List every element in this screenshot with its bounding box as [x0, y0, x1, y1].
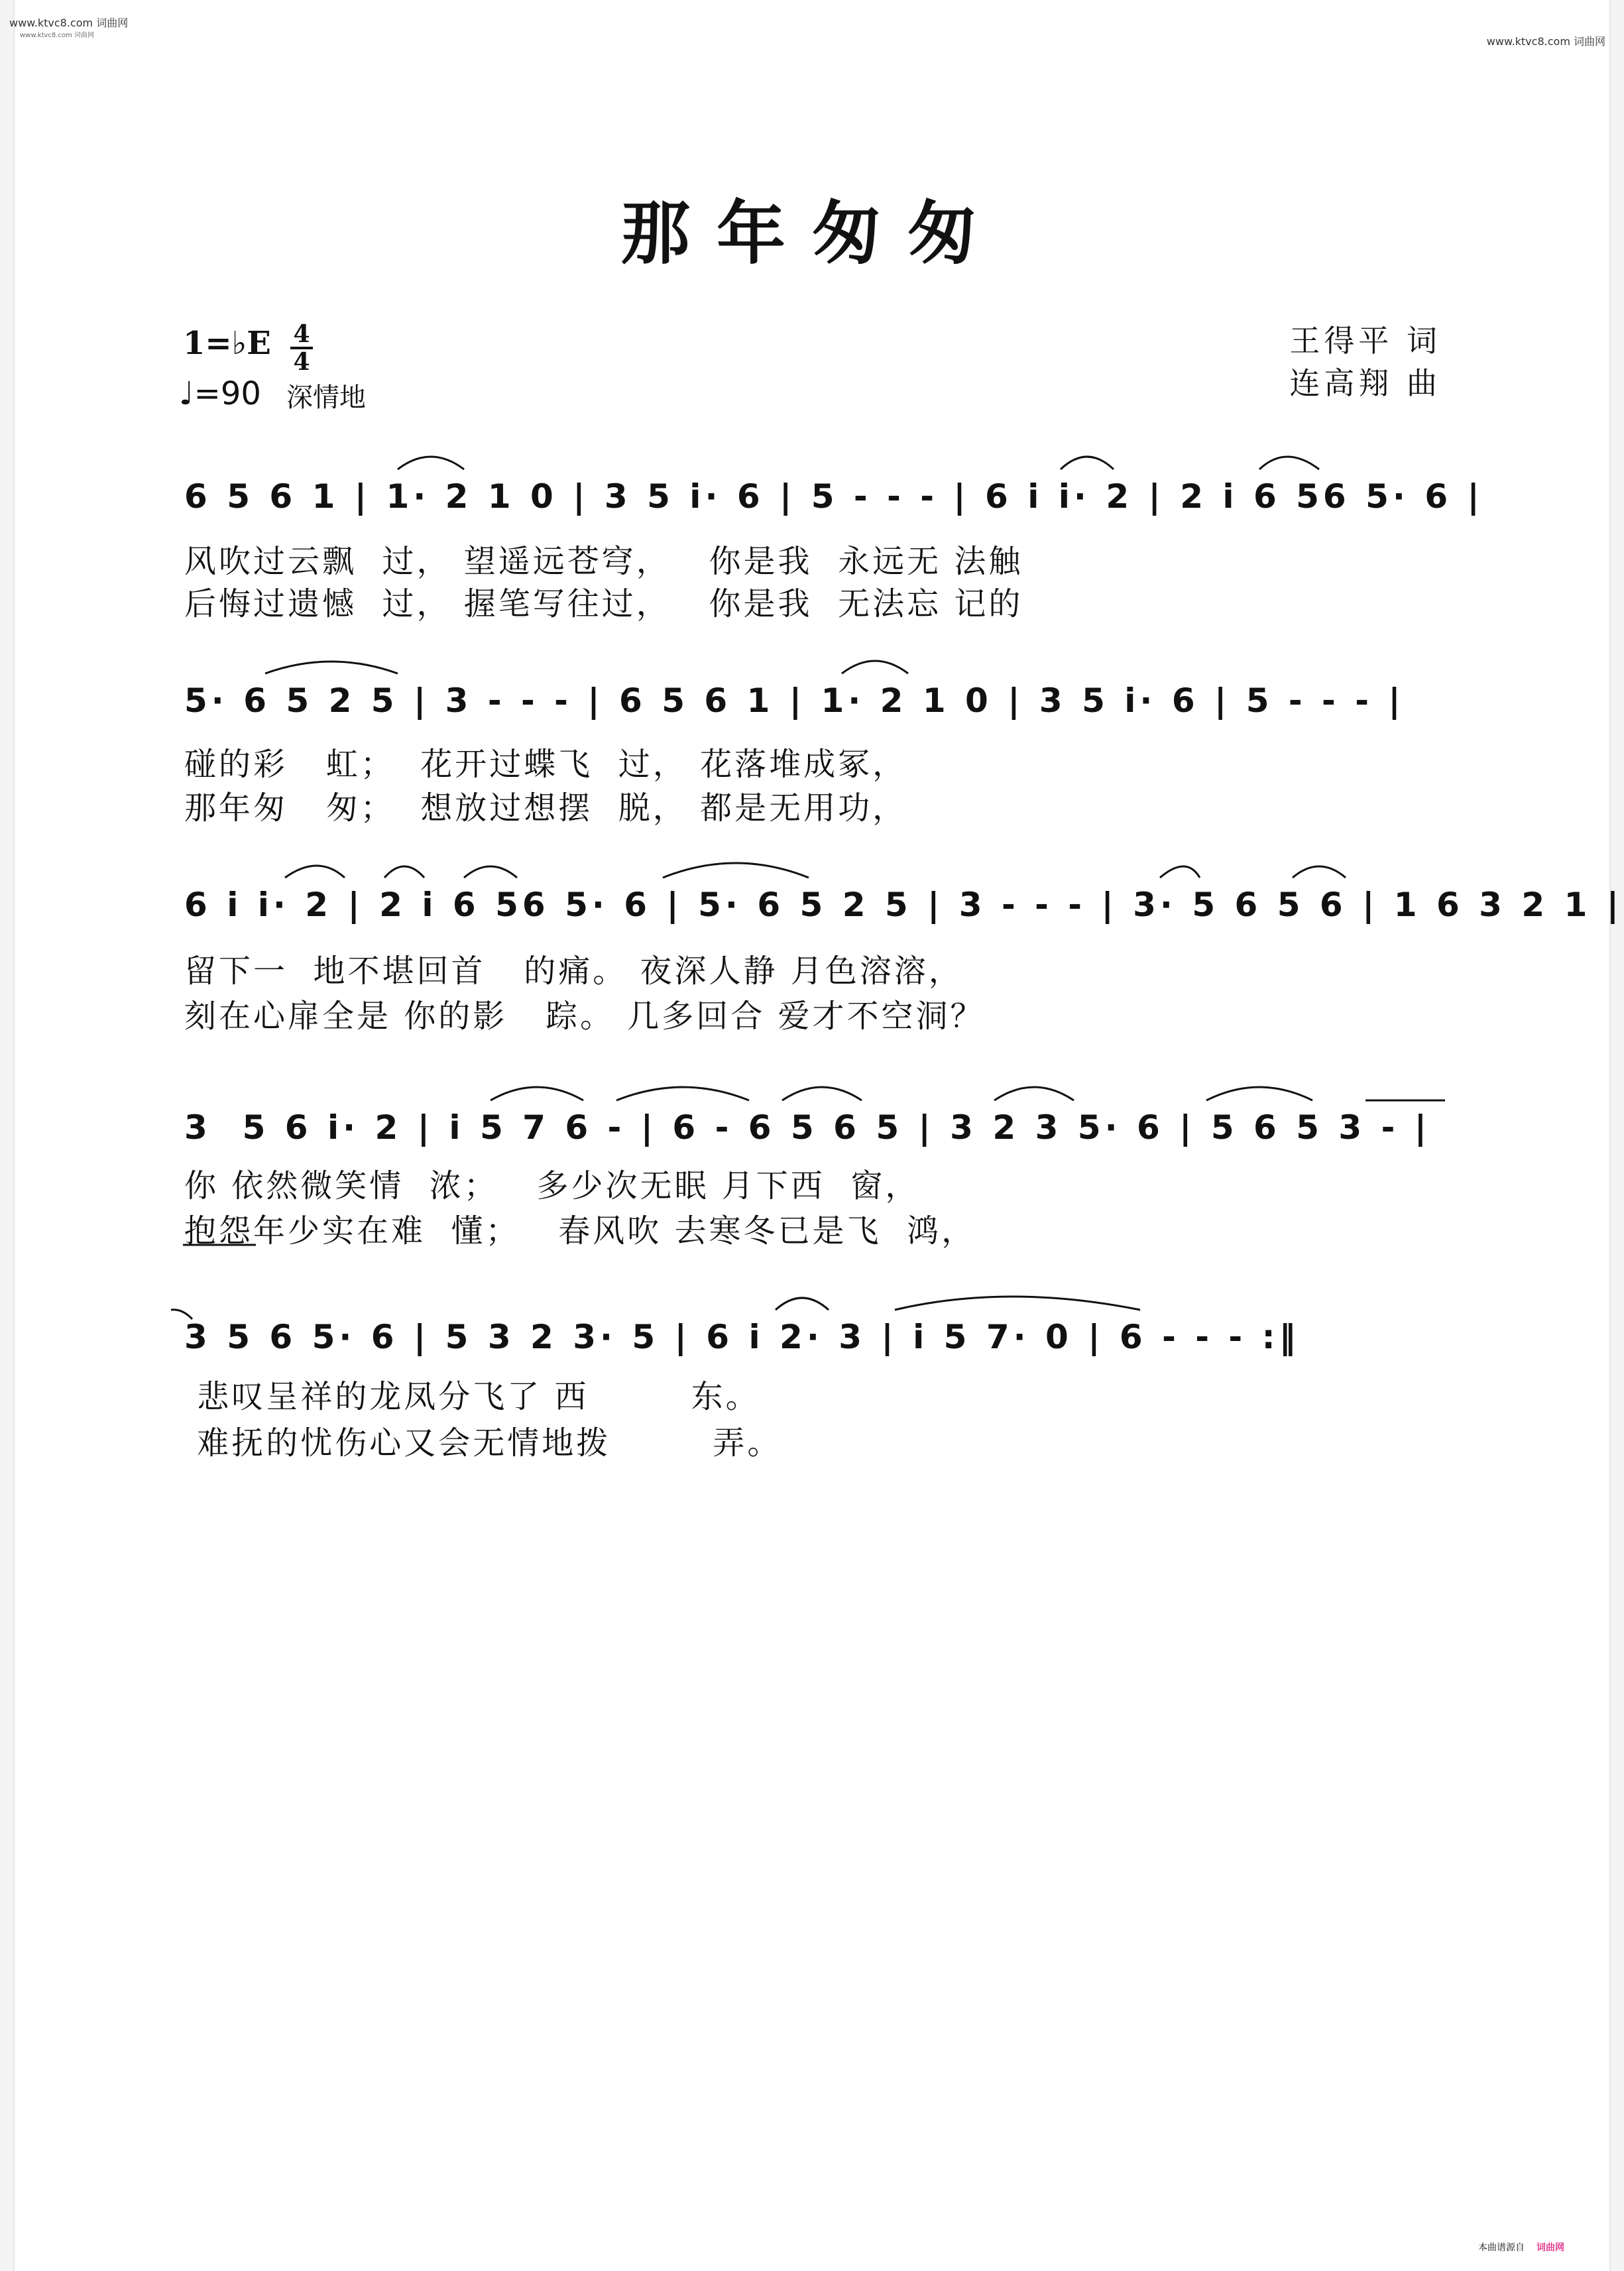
lyric-line-1-verse-2: 后悔过遗憾 过， 握笔写往过， 你是我 无法忘 记的 — [184, 585, 1023, 622]
lyric-line-2-verse-1: 碰的彩 虹； 花开过蝶飞 过， 花落堆成冢， — [184, 746, 907, 783]
slur-3 — [1259, 457, 1319, 469]
slur-5 — [842, 661, 908, 673]
notation-line-4: 3 5 6 i· 2 | i 5 7 6 - | 6 - 6 5 6 5 | 3 2 3 5· 6 | 5 6 5 3 - | — [184, 1108, 1431, 1147]
watermark-top-right: www.ktvc8.com 词曲网 — [1486, 35, 1605, 48]
notation-line-3: 6 i i· 2 | 2 i 6 56 5· 6 | 5· 6 5 2 5 | 3 - - - | 3· 5 6 5 6 | 1 6 3 2 1 | — [184, 886, 1623, 924]
lyric-line-3-verse-1: 留下一 地不堪回首 的痛。 夜深人静 月色溶溶， — [184, 953, 963, 990]
lyric-line-2-verse-2: 那年匆 匆； 想放过想摆 脱， 都是无用功， — [184, 789, 907, 827]
slur-11 — [1293, 866, 1346, 878]
slur-1 — [398, 457, 464, 469]
slur-13 — [616, 1087, 749, 1100]
lyric-line-5-verse-2: 难抚的忧伤心又会无情地拨 弄。 — [184, 1425, 782, 1462]
slur-6 — [285, 866, 345, 878]
slur-10 — [1160, 866, 1200, 878]
slur-16 — [1206, 1087, 1312, 1100]
slur-2 — [1061, 457, 1114, 469]
song-title: 那年匆匆 — [620, 192, 1003, 274]
footer-source: 本曲谱源自 — [1478, 2242, 1525, 2253]
notation-line-5: 3 5 6 5· 6 | 5 3 2 3· 5 | 6 i 2· 3 | i 5 7· 0 | 6 - - - :‖ — [184, 1318, 1300, 1356]
time-signature-bottom: 4 — [293, 348, 310, 376]
slur-7 — [384, 866, 424, 878]
slur-9 — [663, 863, 809, 878]
watermark-top-left: www.ktvc8.com 词曲网 — [9, 17, 129, 29]
slur-8 — [464, 866, 517, 878]
slur-18 — [171, 1310, 192, 1319]
slur-4 — [265, 662, 398, 673]
time-signature-top: 4 — [293, 320, 310, 348]
key-signature: 1=♭E — [183, 325, 271, 362]
watermark-top-left-small: www.ktvc8.com 词曲网 — [20, 32, 95, 39]
lyric-line-5-verse-1: 悲叹呈祥的龙凤分飞了 西 东。 — [184, 1378, 760, 1415]
lyricist-credit: 王得平 词 — [1289, 323, 1441, 359]
footer-brand: 词曲网 — [1537, 2242, 1564, 2253]
slur-14 — [782, 1087, 862, 1100]
slur-19 — [776, 1298, 829, 1310]
expression-marking: 深情地 — [286, 382, 366, 413]
slur-15 — [994, 1087, 1074, 1100]
lyric-line-4-verse-2: 抱怨年少实在难 懂； 春风吹 去寒冬已是飞 鸿， — [184, 1212, 976, 1250]
lyric-line-1-verse-1: 风吹过云飘 过， 望遥远苍穹， 你是我 永远无 法触 — [184, 543, 1023, 580]
notation-line-2: 5· 6 5 2 5 | 3 - - - | 6 5 6 1 | 1· 2 1 0 | 3 5 i· 6 | 5 - - - | — [184, 681, 1405, 720]
slur-12 — [491, 1087, 583, 1100]
tempo-marking: ♩=90 — [179, 375, 261, 412]
lyric-line-3-verse-2: 刻在心扉全是 你的影 踪。 几多回合 爱才不空洞？ — [184, 998, 985, 1035]
slur-20 — [895, 1297, 1140, 1310]
notation-line-1: 6 5 6 1 | 1· 2 1 0 | 3 5 i· 6 | 5 - - - | 6 i i· 2 | 2 i 6 56 5· 6 | — [184, 477, 1483, 516]
lyric-line-4-verse-1: 你 依然微笑情 浓； 多少次无眠 月下西 窗， — [184, 1167, 920, 1204]
composer-credit: 连高翔 曲 — [1289, 365, 1441, 401]
